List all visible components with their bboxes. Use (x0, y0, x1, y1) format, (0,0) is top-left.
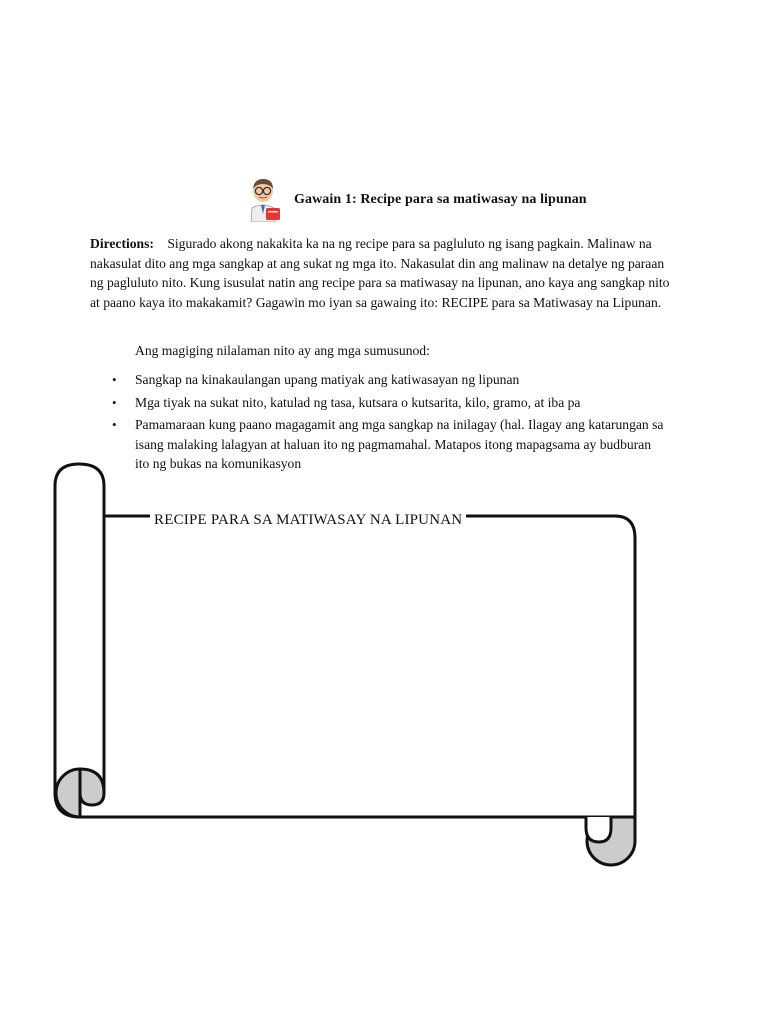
list-item-text: Pamamaraan kung paano magagamit ang mga sangkap na inilagay (hal. Ilagay ang katarungan sa isang malaking lalagyan at haluan ito ng pagmamahal. Matapos itong mapagsama ay budburan ito ng bukas na komunikasyon (135, 417, 664, 471)
list-item-text: Mga tiyak na sukat nito, katulad ng tasa, kutsara o kutsarita, kilo, gramo, at iba pa (135, 394, 581, 410)
directions-text: Sigurado akong nakakita ka na ng recipe para sa pagluluto ng isang pagkain. Malinaw na nakasulat dito ang mga sangkap at ang sukat ng mga ito. Nakasulat din ang malinaw na detalye ng paraan ng pagluluto nito. Kung isusulat natin ang recipe para sa matiwasay na lipunan, ano kaya ang sangkap nito at paano kaya ito makakamit? Gagawin mo iyan sa gawaing ito: RECIPE para sa Matiwasay na Lipunan. (90, 236, 670, 310)
activity-title: Gawain 1: Recipe para sa matiwasay na lipunan (294, 192, 587, 207)
scroll-curl-left-inner (80, 769, 104, 805)
list-item-text: Sangkap na kinakaulangan upang matiyak ang katiwasayan ng lipunan (135, 372, 520, 387)
directions-label: Directions: (90, 236, 154, 251)
scroll-curl-right-inner (586, 817, 611, 842)
bullet-icon: • (112, 372, 117, 387)
recipe-box-title: RECIPE PARA SA MATIWASAY NA LIPUNAN (150, 512, 466, 529)
bullet-icon: • (112, 394, 117, 410)
content-intro: Ang magiging nilalaman nito ay ang mga sumusunod: (135, 343, 430, 358)
bullet-icon: • (112, 417, 117, 432)
